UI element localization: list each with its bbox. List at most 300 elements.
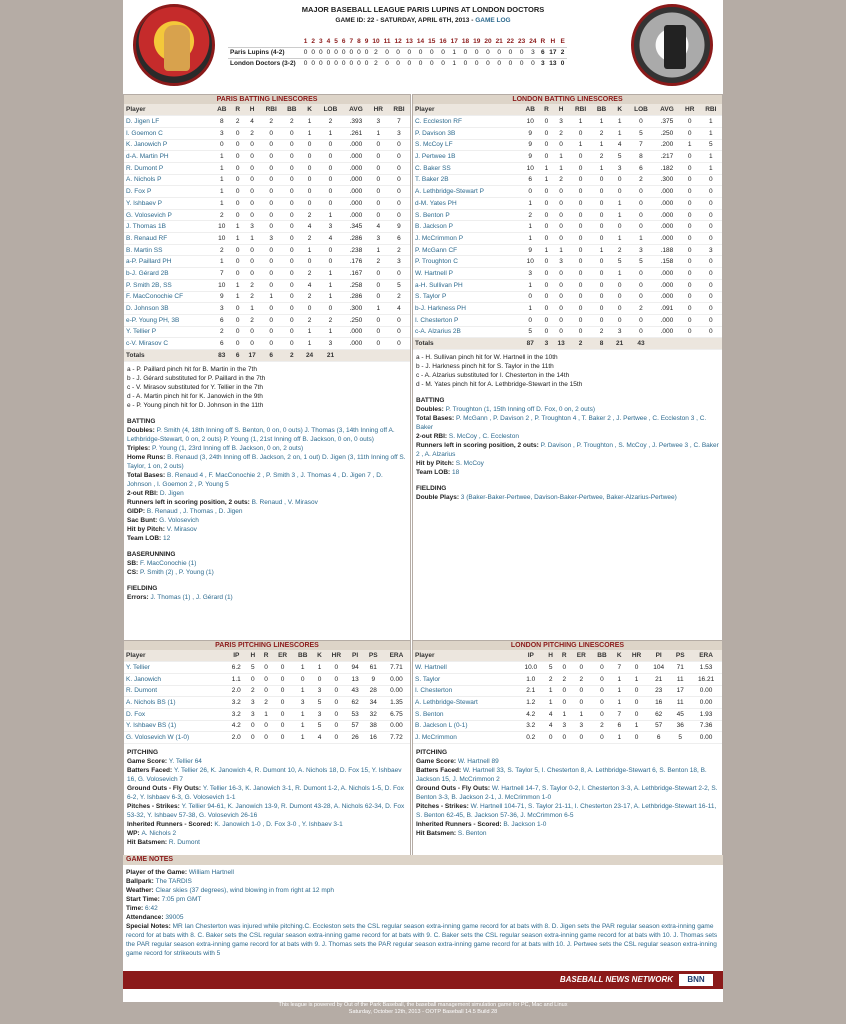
stat-cell: 3 bbox=[611, 162, 628, 174]
totals-cell: 43 bbox=[628, 338, 654, 350]
player-link[interactable]: d-A. Martin PH bbox=[124, 151, 212, 163]
stat-cell: 10 bbox=[520, 162, 540, 174]
stat-cell: 0 bbox=[282, 221, 301, 233]
stat-cell: 7 bbox=[628, 139, 654, 151]
stat-cell: 2 bbox=[212, 244, 231, 256]
inning-score: 0 bbox=[302, 58, 310, 69]
batting-note-label: Sac Bunt: bbox=[127, 516, 160, 524]
inning-score: 3 bbox=[539, 58, 548, 69]
batting-note-label: 2-out RBI: bbox=[416, 432, 449, 440]
batting-note-label: Runners left in scoring position, 2 outs: bbox=[416, 441, 541, 449]
stat-cell: 0 bbox=[388, 186, 410, 198]
player-link[interactable]: Y. Tellier P bbox=[124, 326, 212, 338]
stat-cell: 0 bbox=[301, 256, 317, 268]
stat-cell: 1 bbox=[520, 303, 540, 315]
game-note bbox=[126, 877, 720, 886]
stat-cell: 2 bbox=[388, 244, 410, 256]
stat-cell: 0 bbox=[260, 279, 282, 291]
totals-cell bbox=[369, 349, 388, 361]
stat-cell: 16.21 bbox=[690, 673, 722, 685]
stat-cell: 0 bbox=[611, 291, 628, 303]
stat-cell: 2 bbox=[388, 291, 410, 303]
stat-cell: 0 bbox=[231, 244, 244, 256]
stat-cell: 0 bbox=[569, 127, 591, 139]
stat-cell: 0 bbox=[282, 186, 301, 198]
pitching-note-value[interactable]: W. Hartnell 89 bbox=[457, 758, 499, 765]
player-link[interactable]: J. Thomas 1B bbox=[124, 221, 212, 233]
stat-cell: 0 bbox=[388, 174, 410, 186]
player-link[interactable]: S. Benton P bbox=[413, 209, 520, 221]
batting-note bbox=[416, 459, 719, 468]
batting-note-value[interactable]: P. Young (1, 23rd Inning off B. Jackson, 0 on, 2 outs) bbox=[151, 444, 304, 452]
inning-score: 17 bbox=[549, 49, 557, 56]
stat-cell: 5 bbox=[313, 720, 326, 732]
pitching-note-value[interactable]: S. Benton bbox=[457, 830, 487, 837]
stat-cell: 0 bbox=[680, 291, 700, 303]
stat-cell: 0 bbox=[626, 697, 647, 709]
player-link[interactable]: b-J. Gérard 2B bbox=[124, 268, 212, 280]
stat-cell: 0 bbox=[540, 279, 553, 291]
player-link[interactable]: A. Lethbridge-Stewart bbox=[413, 697, 518, 709]
stat-cell: .176 bbox=[343, 256, 368, 268]
player-link[interactable]: G. Volosevich W (1-0) bbox=[124, 732, 226, 744]
stat-cell: 0 bbox=[628, 314, 654, 326]
stat-cell: .000 bbox=[654, 314, 680, 326]
batting-note-value[interactable]: P. Davison , P. Troughton , S. McCoy , J. Pertwee 3 , C. Baker 2 , A. Alzarius bbox=[416, 441, 719, 458]
stat-cell: 0 bbox=[369, 162, 388, 174]
stat-cell: 0 bbox=[626, 662, 647, 674]
stat-cell: 1 bbox=[318, 127, 344, 139]
table-row bbox=[413, 685, 722, 697]
player-link[interactable]: D. Fox bbox=[124, 708, 226, 720]
fielding-note-value[interactable]: 3 (Baker-Baker-Pertwee, Davison-Baker-Pertwee, Baker-Alzarius-Pertwee) bbox=[460, 493, 677, 501]
batting-note-label: Team LOB: bbox=[127, 534, 163, 542]
pitching-note bbox=[416, 766, 719, 784]
stat-cell: 9 bbox=[520, 151, 540, 163]
column-header: K bbox=[612, 650, 626, 662]
table-row bbox=[124, 198, 410, 210]
stat-cell: 0 bbox=[273, 685, 293, 697]
column-header: RBI bbox=[569, 104, 591, 116]
stat-cell: 1 bbox=[540, 174, 553, 186]
stat-cell: 3 bbox=[369, 116, 388, 128]
stat-cell: .000 bbox=[654, 233, 680, 245]
stat-cell: 0 bbox=[318, 244, 344, 256]
pitching-note-value[interactable]: K. Janowich 1-0 , D. Fox 3-0 , Y. Ishbaev 3-1 bbox=[214, 821, 343, 828]
player-link[interactable]: B. Renaud RF bbox=[124, 233, 212, 245]
london-batting-notes bbox=[413, 350, 722, 505]
inning-score: 0 bbox=[318, 49, 323, 56]
inning-score: 0 bbox=[558, 58, 566, 69]
player-link[interactable]: S. Benton bbox=[413, 708, 518, 720]
stat-cell: 0 bbox=[569, 151, 591, 163]
batting-note-value[interactable]: S. McCoy bbox=[455, 459, 484, 467]
player-link[interactable]: I. Chesterton P bbox=[413, 314, 520, 326]
column-header: ER bbox=[273, 650, 293, 662]
stat-cell: 0 bbox=[611, 314, 628, 326]
player-link[interactable]: R. Dumont P bbox=[124, 162, 212, 174]
baserunning-note-label: CS: bbox=[127, 568, 140, 576]
stat-cell: 17 bbox=[670, 685, 690, 697]
stat-cell: 0 bbox=[259, 673, 272, 685]
inning-header: 19 bbox=[473, 37, 481, 45]
stat-cell: 0 bbox=[318, 256, 344, 268]
pitching-note-value[interactable]: Y. Tellier 94-61, K. Janowich 13-9, R. Dumont 43-28, A. Nichols 62-34, D. Fox 53-32, Y. Ishbaev 57-38, G. Volosevich 26-16 bbox=[127, 803, 405, 819]
batting-note-value[interactable]: B. Renaud , J. Thomas , D. Jigen bbox=[146, 507, 243, 515]
player-link[interactable]: B. Jackson P bbox=[413, 221, 520, 233]
player-link[interactable]: G. Volosevich P bbox=[124, 209, 212, 221]
stat-cell: 1 bbox=[612, 685, 626, 697]
player-link[interactable]: Y. Ishbaev P bbox=[124, 198, 212, 210]
player-link[interactable]: S. Taylor P bbox=[413, 291, 520, 303]
inning-score: 0 bbox=[404, 58, 415, 69]
player-link[interactable]: P. Troughton C bbox=[413, 256, 520, 268]
stat-cell: 0 bbox=[680, 303, 700, 315]
stat-cell: 0 bbox=[628, 209, 654, 221]
table-row bbox=[124, 732, 410, 744]
stat-cell: 0 bbox=[369, 338, 388, 350]
stat-cell: 0 bbox=[259, 662, 272, 674]
game-note-value[interactable]: William Hartnell bbox=[188, 869, 235, 876]
player-link[interactable]: P. Smith 2B, SS bbox=[124, 279, 212, 291]
game-note-value[interactable]: MR Ian Chesterton was injured while pitching.C. Eccleston sets the CSL regular season extra-inning game record for at bats with 8. D. Jigen sets the PAR regular season extra-inning game record for at bats with 8. C. Baker sets the CSL regular season extra-inning game record for at bats with 9. C. Baker sets the CSL regular season extra-inning game record for at bats with 10. J. Thomas sets the PAR regular season extra-inning game record for at bats with 9. J. Thomas sets the PAR regular season extra-inning game record for at bats with 10. J. Pertwee sets the CSL regular season extra-inning game record for strikeouts with 5 bbox=[126, 923, 718, 957]
stat-cell: 6 bbox=[212, 338, 231, 350]
stat-cell: 0 bbox=[553, 209, 570, 221]
stat-cell: 1 bbox=[301, 338, 317, 350]
inning-score: 0 bbox=[363, 58, 371, 69]
inning-score: 0 bbox=[357, 49, 361, 56]
player-link[interactable]: S. Taylor bbox=[413, 673, 518, 685]
stat-cell: 0 bbox=[282, 162, 301, 174]
stat-cell: 0 bbox=[369, 268, 388, 280]
stat-cell: 1 bbox=[553, 244, 570, 256]
pitching-note-value[interactable]: Y. Tellier 64 bbox=[168, 758, 202, 765]
stat-cell: 3 bbox=[318, 338, 344, 350]
player-link[interactable]: S. McCoy LF bbox=[413, 139, 520, 151]
stat-cell: .250 bbox=[654, 127, 680, 139]
stat-cell: 1 bbox=[557, 708, 571, 720]
stat-cell: 3 bbox=[557, 720, 571, 732]
pitching-note-value[interactable]: A. Nichols 2 bbox=[141, 830, 177, 837]
stat-cell: 1 bbox=[231, 291, 244, 303]
linescore-corner bbox=[228, 36, 302, 47]
stat-cell: 0 bbox=[700, 291, 722, 303]
stat-cell: 1 bbox=[369, 244, 388, 256]
stat-cell: 0 bbox=[628, 268, 654, 280]
batting-note-label: 2-out RBI: bbox=[127, 489, 160, 497]
player-link[interactable]: D. Johnson 3B bbox=[124, 303, 212, 315]
stat-cell: 2 bbox=[246, 685, 259, 697]
table-row bbox=[124, 708, 410, 720]
player-link[interactable]: B. Martin SS bbox=[124, 244, 212, 256]
stat-cell: 5 bbox=[611, 151, 628, 163]
table-row bbox=[413, 151, 722, 163]
batting-notes-head: BATTING bbox=[127, 417, 156, 425]
batting-note-value[interactable]: D. Jigen bbox=[159, 489, 184, 497]
table-row bbox=[413, 314, 722, 326]
stat-cell: 0 bbox=[282, 233, 301, 245]
linescore-team-row bbox=[228, 47, 567, 58]
stat-cell: 1 bbox=[293, 662, 313, 674]
player-link[interactable]: D. Fox P bbox=[124, 186, 212, 198]
stat-cell: 2 bbox=[259, 697, 272, 709]
player-link[interactable]: F. MacConochie CF bbox=[124, 291, 212, 303]
player-link[interactable]: J. McCrimmon bbox=[413, 732, 518, 744]
player-link[interactable]: J. Pertwee 1B bbox=[413, 151, 520, 163]
stat-cell: 0 bbox=[282, 314, 301, 326]
table-row bbox=[413, 244, 722, 256]
stat-cell: 0 bbox=[282, 268, 301, 280]
player-link[interactable]: W. Hartnell bbox=[413, 662, 518, 674]
player-link[interactable]: C. Eccleston RF bbox=[413, 116, 520, 128]
stat-cell: 71 bbox=[670, 662, 690, 674]
stat-cell: 0 bbox=[680, 256, 700, 268]
pitching-note-value[interactable]: Y. Tellier 26, K. Janowich 4, R. Dumont 10, A. Nichols 18, D. Fox 15, Y. Ishbaev 16, G. Volosevich 7 bbox=[127, 767, 402, 783]
player-link[interactable]: C. Baker SS bbox=[413, 162, 520, 174]
stat-cell: 1 bbox=[611, 233, 628, 245]
batting-note-value[interactable]: P. McGann , P. Davison 2 , P. Troughton 4 , T. Baker 2 , J. Pertwee , C. Eccleston 3 , C. Baker bbox=[416, 414, 707, 431]
pitching-note-value[interactable]: R. Dumont bbox=[168, 839, 200, 846]
stat-cell: .158 bbox=[654, 256, 680, 268]
inning-header: 17 bbox=[450, 37, 458, 45]
stat-cell: 3 bbox=[553, 116, 570, 128]
player-link[interactable]: d-M. Yates PH bbox=[413, 198, 520, 210]
fielding-note-value[interactable]: J. Thomas (1) , J. Gérard (1) bbox=[150, 593, 233, 601]
stat-cell: 0 bbox=[318, 151, 344, 163]
stat-cell: 0 bbox=[260, 244, 282, 256]
player-link[interactable]: P. McGann CF bbox=[413, 244, 520, 256]
player-link[interactable]: K. Janowich bbox=[124, 673, 226, 685]
player-link[interactable]: R. Dumont bbox=[124, 685, 226, 697]
stat-cell: 0 bbox=[591, 732, 612, 744]
pitching-note-label: Pitches - Strikes: bbox=[416, 803, 471, 810]
batting-note-value[interactable]: P. Troughton (1, 15th Inning off D. Fox, 0 on, 2 outs) bbox=[445, 405, 595, 413]
table-row bbox=[413, 697, 722, 709]
stat-cell: 0 bbox=[553, 268, 570, 280]
batting-note-label: Team LOB: bbox=[416, 468, 452, 476]
inning-header: H bbox=[550, 37, 556, 45]
batting-note-value[interactable]: S. McCoy , C. Eccleston bbox=[448, 432, 519, 440]
stat-cell: 0 bbox=[553, 303, 570, 315]
pitching-note bbox=[127, 784, 407, 802]
table-row bbox=[124, 162, 410, 174]
player-link[interactable]: A. Lethbridge-Stewart P bbox=[413, 186, 520, 198]
stat-cell: 0 bbox=[626, 685, 647, 697]
stat-cell: 3 bbox=[628, 244, 654, 256]
baserunning-note-value[interactable]: F. MacConochie (1) bbox=[140, 559, 197, 567]
batting-note-value[interactable]: 12 bbox=[163, 534, 171, 542]
table-row bbox=[413, 116, 722, 128]
inning-score: 0 bbox=[311, 49, 315, 56]
stat-cell: 0 bbox=[569, 174, 591, 186]
stat-cell: 0.00 bbox=[690, 685, 722, 697]
column-header: LOB bbox=[318, 104, 344, 116]
pitching-note bbox=[127, 757, 407, 766]
player-link[interactable]: D. Jigen LF bbox=[124, 116, 212, 128]
inning-score: 0 bbox=[471, 47, 482, 58]
batting-note-value[interactable]: V. Mirasov bbox=[166, 525, 197, 533]
player-link[interactable]: e-P. Young PH, 3B bbox=[124, 314, 212, 326]
baserunning-note bbox=[127, 559, 407, 568]
paris-pitching-title: PARIS PITCHING LINESCORES bbox=[124, 641, 410, 650]
player-link[interactable]: a-H. Sullivan PH bbox=[413, 279, 520, 291]
batting-note bbox=[127, 525, 407, 534]
stat-cell: 0 bbox=[282, 198, 301, 210]
stat-cell: 0 bbox=[282, 303, 301, 315]
pitching-note-value[interactable]: B. Jackson 1-0 bbox=[503, 821, 547, 828]
game-note-label: Special Notes: bbox=[126, 923, 173, 930]
stat-cell: 0 bbox=[540, 221, 553, 233]
player-link[interactable]: B. Jackson L (0-1) bbox=[413, 720, 518, 732]
stat-cell: 0 bbox=[231, 174, 244, 186]
game-note-value[interactable]: 7:05 pm GMT bbox=[161, 896, 202, 903]
inning-score: 0 bbox=[404, 47, 415, 58]
stat-cell: 2.0 bbox=[226, 732, 246, 744]
batting-note bbox=[127, 453, 407, 471]
stat-cell: 4 bbox=[369, 221, 388, 233]
player-link[interactable]: A. Nichols P bbox=[124, 174, 212, 186]
stat-cell: 1 bbox=[212, 198, 231, 210]
stat-cell: 13 bbox=[347, 673, 364, 685]
stat-cell: 1 bbox=[612, 697, 626, 709]
stat-cell: 0.00 bbox=[383, 673, 410, 685]
pitching-note-value[interactable]: W. Hartnell 33, S. Taylor 5, I. Chesterton 8, A. Lethbridge-Stewart 6, S. Benton 18, B. Jackson 15, J. McCrimmon 2 bbox=[416, 767, 707, 783]
player-link[interactable]: I. Chesterton bbox=[413, 685, 518, 697]
batting-note-value[interactable]: G. Volosevich bbox=[159, 516, 199, 524]
player-link[interactable]: K. Janowich P bbox=[124, 139, 212, 151]
stat-cell: 57 bbox=[347, 720, 364, 732]
pitching-note-value[interactable]: W. Hartnell 14-7, S. Taylor 0-2, I. Chesterton 3-3, A. Lethbridge-Stewart 2-2, S. Benton 3-3, B. Jackson 2-1, J. McCrimmon 1-0 bbox=[416, 785, 718, 801]
totals-cell bbox=[343, 349, 368, 361]
stat-cell: 1 bbox=[544, 685, 558, 697]
stat-cell: 4 bbox=[388, 303, 410, 315]
stat-cell: 1 bbox=[318, 268, 344, 280]
stat-cell: 1 bbox=[520, 233, 540, 245]
game-note-value[interactable]: The TARDIS bbox=[155, 878, 192, 885]
stat-cell: 0 bbox=[326, 697, 346, 709]
stat-cell: 2 bbox=[212, 326, 231, 338]
batting-note-value[interactable]: 18 bbox=[452, 468, 460, 476]
pitching-note-label: Inherited Runners - Scored: bbox=[127, 821, 215, 828]
player-link[interactable]: c-V. Mirasov C bbox=[124, 338, 212, 350]
batting-note-value[interactable]: B. Renaud , V. Mirasov bbox=[251, 498, 318, 506]
stat-cell: 0 bbox=[388, 162, 410, 174]
column-header: BB bbox=[592, 104, 612, 116]
inning-score: 0 bbox=[415, 58, 426, 69]
totals-cell: Totals bbox=[413, 338, 520, 350]
stat-cell: 1 bbox=[626, 673, 647, 685]
stat-cell: 0 bbox=[318, 174, 344, 186]
player-link[interactable]: W. Hartnell P bbox=[413, 268, 520, 280]
player-link[interactable]: Y. Ishbaev BS (1) bbox=[124, 720, 226, 732]
linescore-team-row bbox=[228, 58, 567, 69]
pitching-note-value[interactable]: W. Hartnell 104-71, S. Taylor 21-11, I. Chesterton 23-17, A. Lethbridge-Stewart 16-11, S. Benton 62-45, B. Jackson 57-36, J. McCrimmon 6-5 bbox=[416, 803, 717, 819]
inning-score: 0 bbox=[437, 58, 448, 69]
inning-score: 0 bbox=[426, 58, 437, 69]
column-header: K bbox=[313, 650, 326, 662]
player-link[interactable]: P. Davison 3B bbox=[413, 127, 520, 139]
player-link[interactable]: J. McCrimmon P bbox=[413, 233, 520, 245]
stat-cell: 28 bbox=[364, 685, 383, 697]
stat-cell: 0 bbox=[571, 697, 591, 709]
player-link[interactable]: b-J. Harkness PH bbox=[413, 303, 520, 315]
inning-score: 0 bbox=[355, 58, 363, 69]
stat-cell: 0 bbox=[260, 256, 282, 268]
inning-score: 0 bbox=[516, 58, 527, 69]
game-note bbox=[126, 913, 720, 922]
player-link[interactable]: a-P. Paillard PH bbox=[124, 256, 212, 268]
stat-cell: 0 bbox=[231, 151, 244, 163]
stat-cell: 104 bbox=[647, 662, 670, 674]
inning-score: 0 bbox=[392, 47, 403, 58]
game-log-link[interactable]: GAME LOG bbox=[475, 17, 511, 24]
stat-cell: 34 bbox=[364, 697, 383, 709]
table-row bbox=[413, 209, 722, 221]
batting-note-value[interactable]: B. Renaud (3, 24th Inning off B. Jackson, 2 on, 1 out) D. Jigen (3, 11th Inning off S. Taylor, 1 on, 2 outs) bbox=[127, 453, 406, 470]
game-note-value[interactable]: 39005 bbox=[165, 914, 184, 921]
batting-note-value[interactable]: P. Smith (4, 18th Inning off S. Benton, 0 on, 0 outs) J. Thomas (3, 14th Inning off A. Lethbridge-Stewart, 0 on, 2 outs) P. Young (1, 21st Inning off B. Jackson, 0 on, 0 outs) bbox=[127, 426, 395, 443]
paris-pitching-table bbox=[124, 650, 410, 744]
batting-note bbox=[127, 444, 407, 453]
stat-cell: 0 bbox=[282, 279, 301, 291]
stat-cell: 0 bbox=[540, 291, 553, 303]
stat-cell: 0 bbox=[301, 303, 317, 315]
batting-note-value[interactable]: B. Renaud 4 , F. MacConochie 2 , P. Smith 3 , J. Thomas 4 , D. Jigen 7 , D. Johnson , I. Goemon 2 , P. Young 5 bbox=[127, 471, 383, 488]
stat-cell: .286 bbox=[343, 233, 368, 245]
baserunning-note-value[interactable]: P. Smith (2) , P. Young (1) bbox=[140, 568, 214, 576]
stat-cell: 0 bbox=[680, 151, 700, 163]
stat-cell: 3 bbox=[520, 268, 540, 280]
london-batting-table bbox=[413, 104, 722, 350]
player-link[interactable]: T. Baker 2B bbox=[413, 174, 520, 186]
table-row bbox=[124, 662, 410, 674]
stat-cell: 0 bbox=[246, 732, 259, 744]
stat-cell: 3 bbox=[260, 233, 282, 245]
column-header: R bbox=[540, 104, 553, 116]
bnn-banner-text: BASEBALL NEWS NETWORK bbox=[559, 975, 673, 984]
player-link[interactable]: I. Goemon C bbox=[124, 127, 212, 139]
inning-header: 15 bbox=[428, 37, 436, 45]
table-row bbox=[413, 221, 722, 233]
stat-cell: 0 bbox=[318, 139, 344, 151]
player-link[interactable]: A. Nichols BS (1) bbox=[124, 697, 226, 709]
stat-cell: 0 bbox=[231, 314, 244, 326]
inning-score: 0 bbox=[516, 47, 527, 58]
player-link[interactable]: c-A. Alzarius 2B bbox=[413, 326, 520, 338]
game-note-value[interactable]: Clear skies (37 degrees), wind blowing in from right at 12 mph bbox=[155, 887, 334, 894]
table-row bbox=[124, 279, 410, 291]
stat-cell: 5 bbox=[628, 127, 654, 139]
stat-cell: 2 bbox=[244, 127, 260, 139]
pitching-note-value[interactable]: Y. Tellier 16-3, K. Janowich 3-1, R. Dumont 1-2, A. Nichols 1-5, D. Fox 6-2, Y. Ishbaev 6-3, G. Volosevich 1-1 bbox=[127, 785, 404, 801]
stat-cell: 0 bbox=[244, 174, 260, 186]
table-row bbox=[124, 685, 410, 697]
inning-score: 0 bbox=[505, 58, 516, 69]
stat-cell: 1 bbox=[611, 127, 628, 139]
inning-header: 16 bbox=[439, 37, 447, 45]
player-link[interactable]: Y. Tellier bbox=[124, 662, 226, 674]
inning-header: 8 bbox=[357, 37, 361, 45]
stat-cell: 0 bbox=[244, 244, 260, 256]
game-note-value[interactable]: 6:42 bbox=[145, 905, 158, 912]
stat-cell: 0 bbox=[273, 673, 293, 685]
stat-cell: 1 bbox=[592, 162, 612, 174]
stat-cell: 0 bbox=[520, 291, 540, 303]
stat-cell: 3 bbox=[244, 221, 260, 233]
table-row bbox=[413, 673, 722, 685]
totals-cell: 21 bbox=[611, 338, 628, 350]
stat-cell: 1 bbox=[212, 151, 231, 163]
